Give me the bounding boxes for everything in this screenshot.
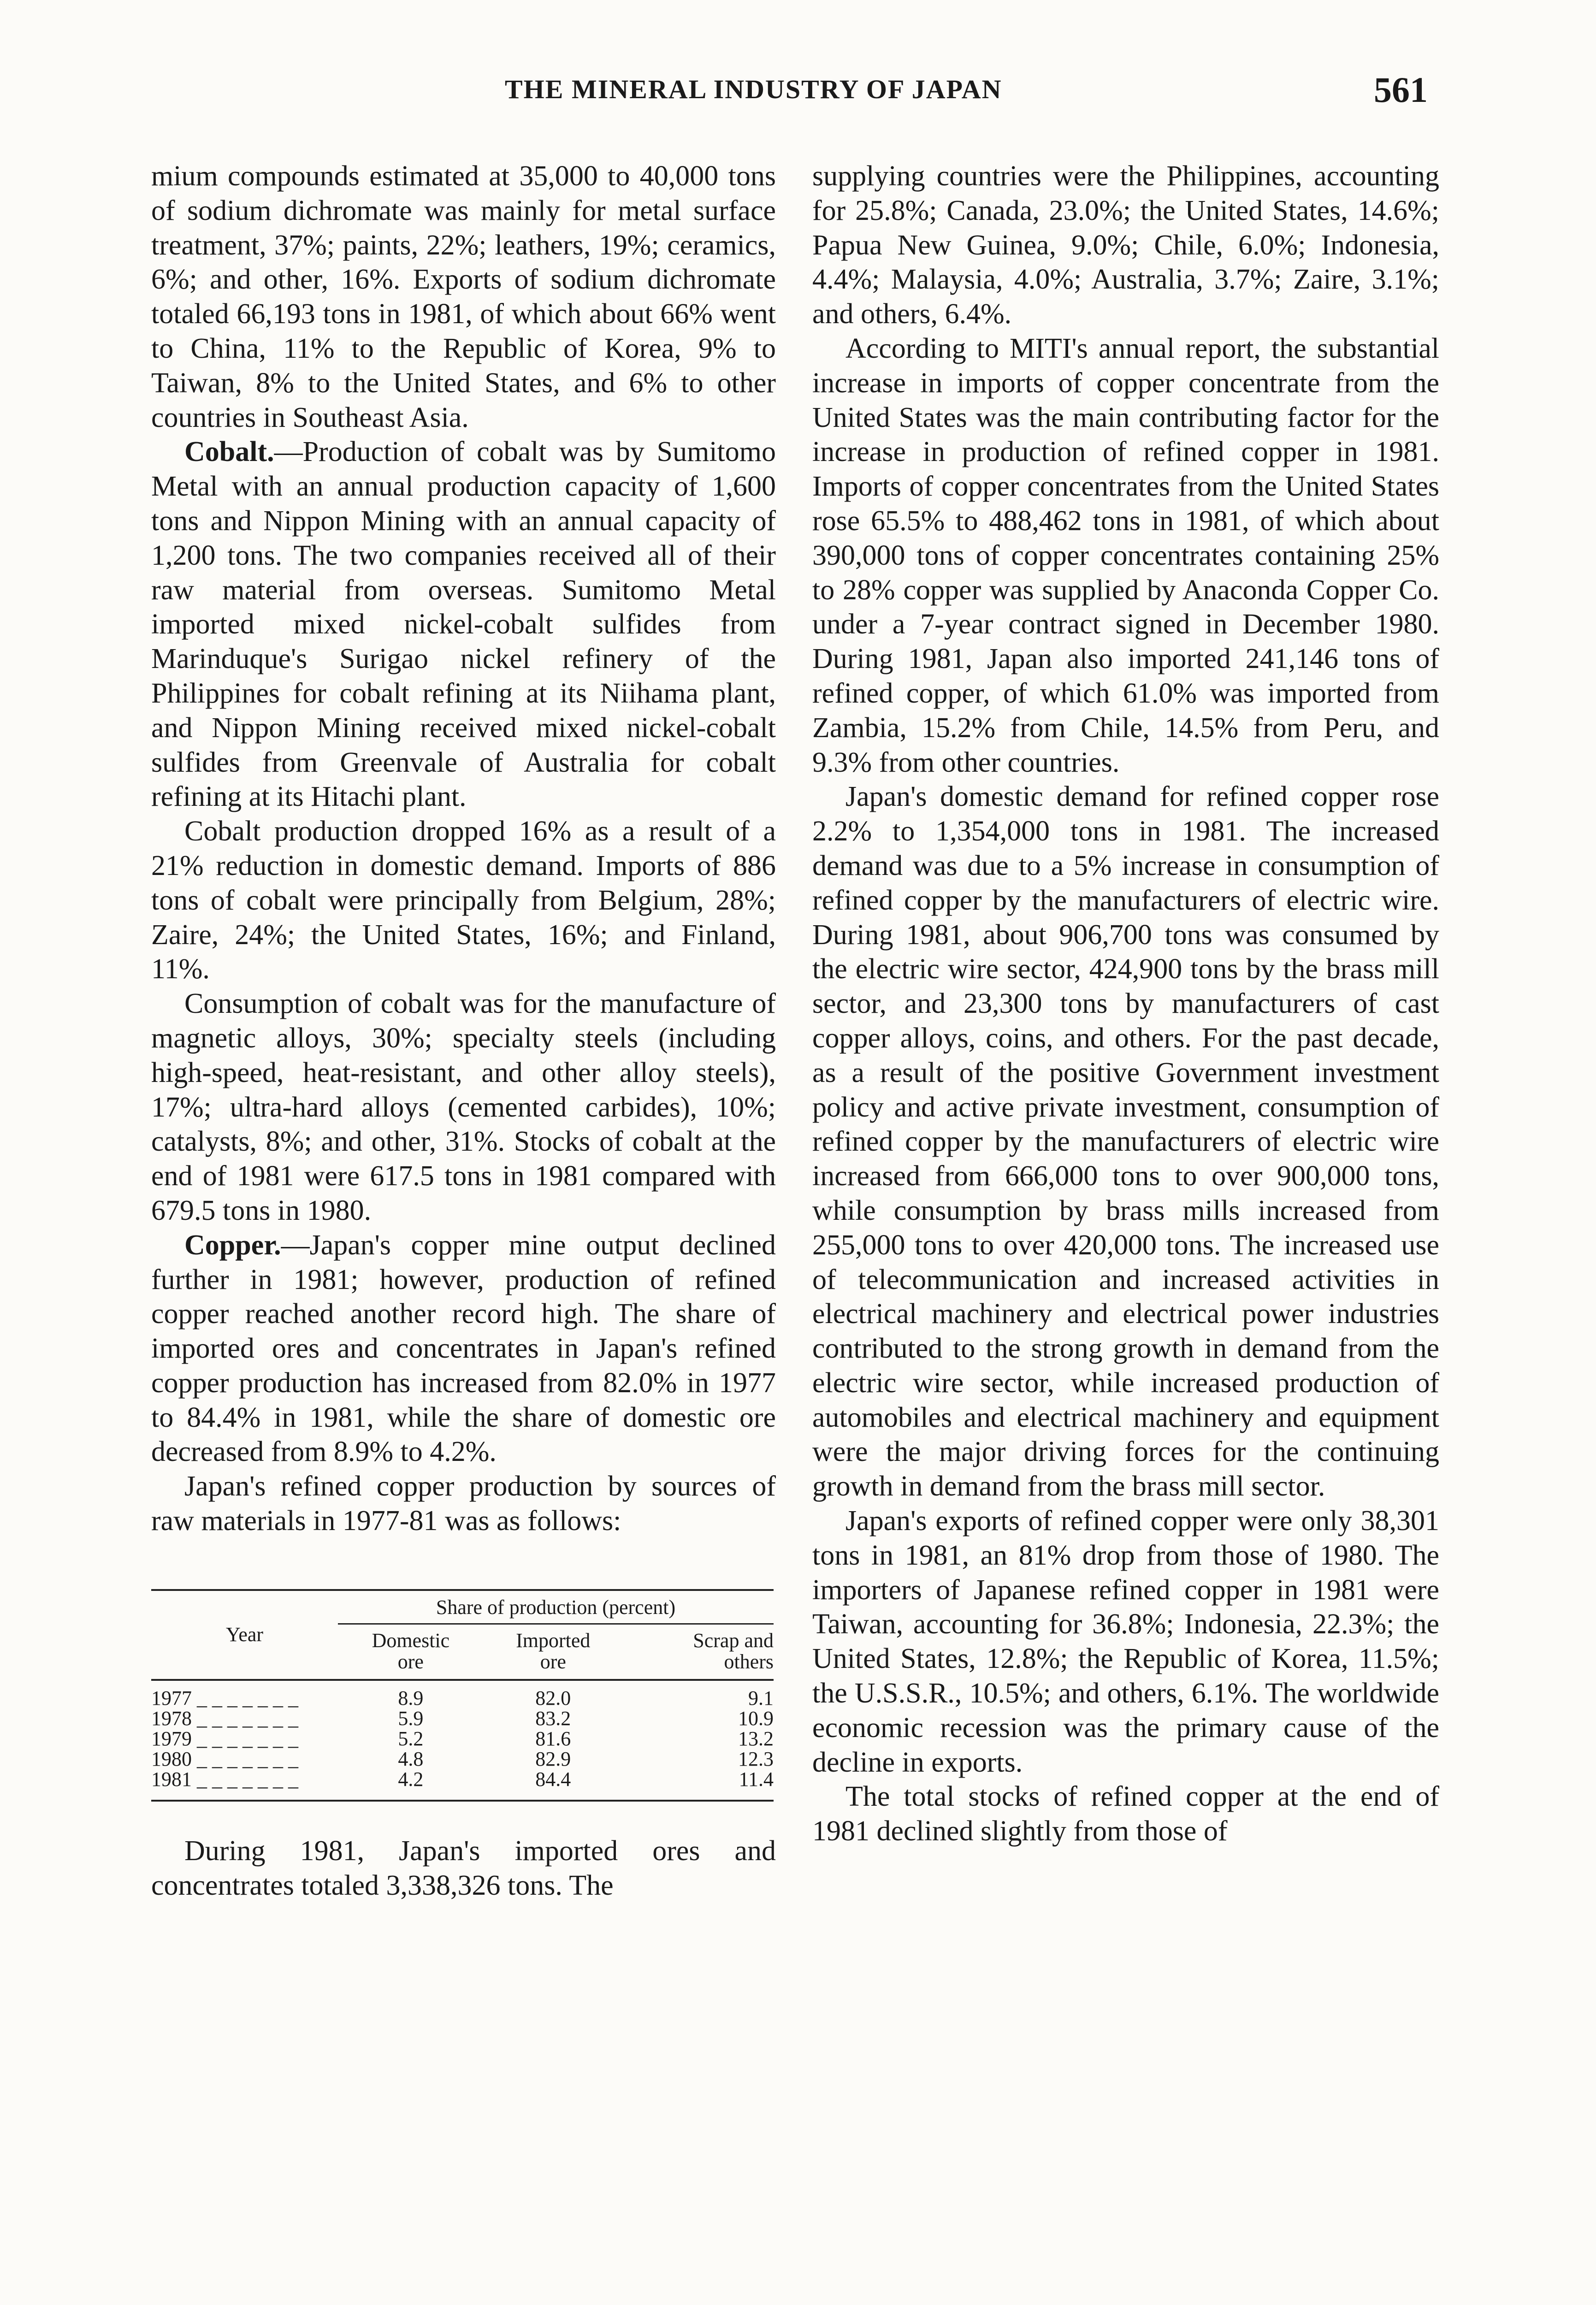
table-header-year: Year: [225, 1623, 264, 1646]
table-cell-scrap: 9.1: [748, 1686, 774, 1709]
table-row: [151, 1708, 774, 1729]
table-cell-domestic: 5.2: [398, 1727, 424, 1750]
table-cell-scrap: 13.2: [738, 1727, 774, 1750]
page-number: 561: [1374, 70, 1428, 110]
paragraph-cobalt-imports: Cobalt production dropped 16% as a result of a 21% reduction in domestic demand. Imports of 886 tons of cobalt were principally from Belgium, 28%; Zaire, 24%; the United States, 16%; and Finland, 11%.: [151, 816, 776, 985]
cobalt-production-text: —Production of cobalt was by Sumitomo Metal with an annual production capacity of 1,600 tons and Nippon Mining with an annual capacity of 1,200 tons. The two companies received all of their raw material from overseas. Sumitomo Metal imported mixed nickel-cobalt sulfides from Marinduque's Surigao nickel refinery of the Philippines for cobalt refining at its Niihama plant, and Nippon Mining received mixed nickel-cobalt sulfides from Greenvale of Australia for cobalt refining at its Hitachi plant.: [151, 436, 776, 813]
table-cell-scrap: 11.4: [739, 1767, 774, 1791]
right-column: [812, 159, 1439, 1849]
table-row: [151, 1749, 774, 1769]
table-cell-year: 1981 _ _ _ _ _ _ _: [151, 1767, 298, 1791]
copper-production-table: [151, 1589, 774, 1802]
table-cell-imported: 82.0: [535, 1686, 571, 1709]
table-cell-imported: 84.4: [535, 1767, 571, 1791]
paragraph-stocks: The total stocks of refined copper at the end of 1981 declined slightly from those of: [812, 1781, 1439, 1847]
paragraph-cobalt-consumption: Consumption of cobalt was for the manufacture of magnetic alloys, 30%; specialty steels (including high-speed, heat-resistant, and other alloy steels), 17%; ultra-hard alloys (cemented carbides), 10%; catalysts, 8%; and other, 31%. Stocks of cobalt at the end of 1981 were 617.5 tons in 1981 compared with 679.5 tons in 1980.: [151, 988, 776, 1226]
paragraph-exports: Japan's exports of refined copper were only 38,301 tons in 1981, an 81% drop from those of 1980. The importers of Japanese refined copper in 1981 were Taiwan, accounting for 36.8%; Indonesia, 22.3%; the United States, 12.8%; the Republic of Korea, 11.5%; the U.S.S.R., 10.5%; and others, 6.1%. The worldwide economic recession was the primary cause of the decline in exports.: [812, 1505, 1439, 1778]
table-cell-scrap: 12.3: [738, 1747, 774, 1770]
paragraph-sodium-dichromate: mium compounds estimated at 35,000 to 40,000 tons of sodium dichromate was mainly for metal surface treatment, 37%; paints, 22%; leathers, 19%; ceramics, 6%; and other, 16%. Exports of sodium dichromate totaled 66,193 tons in 1981, of which about 66% went to China, 11% to the Republic of Korea, 9% to Taiwan, 8% to the United States, and 6% to other countries in Southeast Asia.: [151, 160, 776, 433]
table-cell-imported: 83.2: [535, 1707, 571, 1730]
table-header-imported: Imported ore: [516, 1629, 591, 1673]
table-cell-domestic: 4.8: [398, 1747, 424, 1770]
table-cell-domestic: 4.2: [398, 1767, 424, 1791]
copper-heading: Copper.: [184, 1229, 281, 1261]
running-title: THE MINERAL INDUSTRY OF JAPAN: [505, 74, 1002, 104]
paragraph-copper-output: [151, 1228, 776, 1470]
table-cell-scrap: 10.9: [738, 1707, 774, 1730]
copper-output-text: —Japan's copper mine output declined further in 1981; however, production of refined copper reached another record high. The share of imported ores and concentrates in Japan's refined copper production has increased from 82.0% in 1977 to 84.4% in 1981, while the share of domestic ore decreased from 8.9% to 4.2%.: [151, 1229, 776, 1468]
table-row: [151, 1729, 774, 1749]
paragraph-supplying-countries: supplying countries were the Philippines, accounting for 25.8%; Canada, 23.0%; the United States, 14.6%; Papua New Guinea, 9.0%; Chile, 6.0%; Indonesia, 4.4%; Malaysia, 4.0%; Australia, 3.7%; Zaire, 3.1%; and others, 6.4%.: [812, 160, 1439, 330]
table-cell-year: 1979 _ _ _ _ _ _ _: [151, 1727, 298, 1750]
paragraph-cobalt-production: [151, 435, 776, 814]
table-cell-domestic: 8.9: [398, 1686, 424, 1709]
paragraph-domestic-demand: Japan's domestic demand for refined copper rose 2.2% to 1,354,000 tons in 1981. The increased demand was due to a 5% increase in consumption of refined copper by the manufacturers of electric wire. During 1981, about 906,700 tons was consumed by the electric wire sector, 424,900 tons by the brass mill sector, and 23,300 tons by manufacturers of cast copper alloys, coins, and others. For the past decade, as a result of the positive Government investment policy and active private investment, consumption of refined copper by the manufacturers of electric wire increased from 666,000 tons to over 900,000 tons, while consumption by brass mills increased from 255,000 tons to over 420,000 tons. The increased use of telecommunication and increased activities in electrical machinery and electrical power industries contributed to the strong growth in demand from the electric wire sector, while increased production of automobiles and electrical machinery and equipment were the major driving forces for the continuing growth in demand from the brass mill sector.: [812, 781, 1439, 1502]
table-row: [151, 1769, 774, 1801]
paragraph-miti-report: According to MITI's annual report, the substantial increase in imports of copper concentrate from the United States was the main contributing factor for the increase in production of refined copper in 1981. Imports of copper concentrates from the United States rose 65.5% to 488,462 tons in 1981, of which about 390,000 tons of copper concentrates containing 25% to 28% copper was supplied by Anaconda Copper Co. under a 7-year contract signed in December 1980. During 1981, Japan also imported 241,146 tons of refined copper, of which 61.0% was imported from Zambia, 15.2% from Chile, 14.5% from Peru, and 9.3% from other countries.: [812, 332, 1439, 778]
table-cell-year: 1977 _ _ _ _ _ _ _: [151, 1686, 298, 1709]
left-column: [151, 159, 776, 1903]
cobalt-heading: Cobalt.: [184, 436, 274, 468]
table-header-domestic: Domestic ore: [372, 1629, 450, 1673]
paragraph-imported-ores: During 1981, Japan's imported ores and concentrates totaled 3,338,326 tons. The: [151, 1835, 776, 1901]
table-cell-imported: 81.6: [535, 1727, 571, 1750]
table-cell-year: 1978 _ _ _ _ _ _ _: [151, 1707, 298, 1730]
paragraph-copper-table-intro: Japan's refined copper production by sources of raw materials in 1977-81 was as follows:: [151, 1471, 776, 1537]
table-cell-domestic: 5.9: [398, 1707, 424, 1730]
table-header-share: Share of production (percent): [338, 1590, 774, 1624]
table-cell-year: 1980 _ _ _ _ _ _ _: [151, 1747, 298, 1770]
table-row: [151, 1680, 774, 1708]
table-cell-imported: 82.9: [535, 1747, 571, 1770]
table-header-scrap: Scrap and others: [693, 1629, 774, 1673]
